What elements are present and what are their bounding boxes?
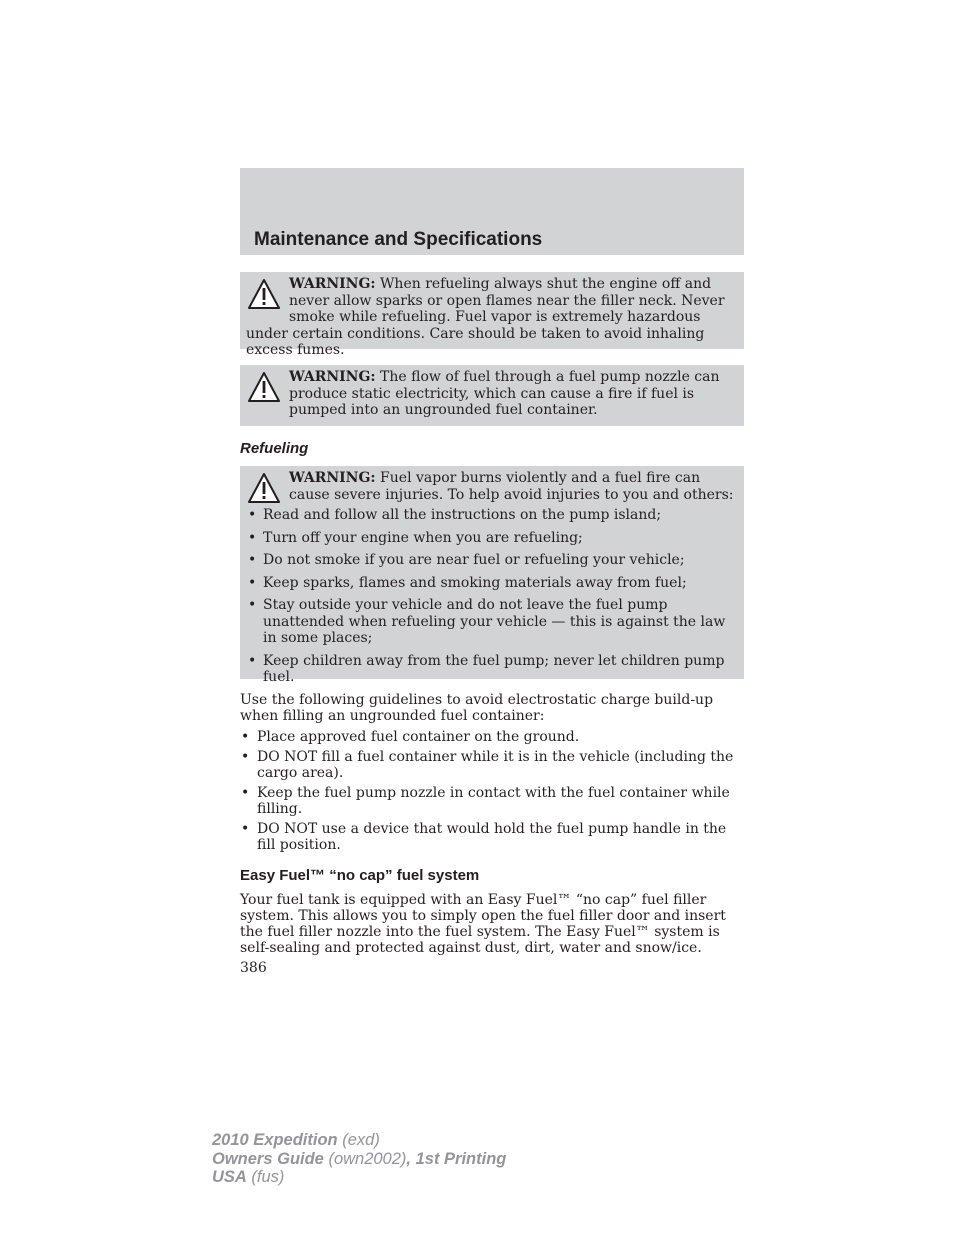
footer-line-3 [212, 1168, 506, 1187]
print-footer [212, 1131, 506, 1187]
list-item: • Read and follow all the instructions on the pump island; [246, 507, 738, 524]
warning-text [246, 369, 738, 419]
footer-market-code: (fus) [246, 1168, 285, 1186]
warning-box-fuel-vapor [240, 466, 744, 685]
footer-line-2 [212, 1150, 506, 1169]
warning-label: WARNING: [289, 276, 376, 292]
warning-body: The flow of fuel through a fuel pump nozzle can produce static electricity, which can cause a fire if fuel is pumped into an ungrounded fuel container. [289, 369, 720, 418]
warning-box-engine-off [240, 272, 744, 358]
section-header-band [240, 168, 744, 255]
section-title: Maintenance and Specifications [254, 229, 543, 250]
list-item: • Keep sparks, flames and smoking materials away from fuel; [246, 575, 738, 592]
warning-body: When refueling always shut the engine off and never allow sparks or open flames near the filler neck. Never smoke while refueling. Fuel vapor is extremely hazardous under certain conditions. Care should be taken to avoid inhaling excess fumes. [246, 276, 725, 358]
warning-bullet-list [246, 507, 738, 686]
guidelines-intro: Use the following guidelines to avoid electrostatic charge build-up when filling an ungrounded fuel container: [240, 692, 714, 724]
list-item: • DO NOT use a device that would hold the fuel pump handle in the fill position. [240, 821, 744, 853]
easy-fuel-section [240, 892, 744, 956]
warning-triangle-icon [247, 278, 281, 312]
list-item: • Keep children away from the fuel pump; never let children pump fuel. [246, 653, 738, 686]
list-item: • Place approved fuel container on the ground. [240, 729, 744, 745]
warning-label: WARNING: [289, 470, 376, 486]
footer-printing: , 1st Printing [406, 1149, 507, 1168]
list-item: • Turn off your engine when you are refueling; [246, 530, 738, 547]
warning-text [246, 276, 738, 359]
footer-model-code: (exd) [337, 1131, 380, 1149]
footer-guide: Owners Guide [212, 1149, 324, 1168]
warning-triangle-icon [247, 371, 281, 405]
easy-fuel-text: Your fuel tank is equipped with an Easy Fuel™ “no cap” fuel filler system. This allows you to simply open the fuel filler door and insert the fuel filler nozzle into the fuel system. The Easy Fuel™ system is self-sealing and protected against dust, dirt, water and snow/ice. [240, 892, 726, 956]
warning-label: WARNING: [289, 369, 376, 385]
warning-text [246, 470, 738, 503]
footer-market: USA [212, 1168, 247, 1186]
list-item: • Do not smoke if you are near fuel or refueling your vehicle; [246, 552, 738, 569]
footer-model: 2010 Expedition [212, 1131, 338, 1149]
guidelines-section [240, 692, 744, 857]
list-item: • Stay outside your vehicle and do not leave the fuel pump unattended when refueling your vehicle — this is against the law in some places; [246, 597, 738, 647]
footer-guide-code: (own2002) [323, 1149, 407, 1168]
list-item: • DO NOT fill a fuel container while it is in the vehicle (including the cargo area). [240, 749, 744, 781]
page-number: 386 [240, 960, 267, 976]
warning-triangle-icon [247, 472, 281, 506]
easy-fuel-heading: Easy Fuel™ “no cap” fuel system [240, 867, 480, 884]
warning-box-static-electricity [240, 365, 744, 426]
list-item: • Keep the fuel pump nozzle in contact with the fuel container while filling. [240, 785, 744, 817]
warning-body: Fuel vapor burns violently and a fuel fire can cause severe injuries. To help avoid injuries to you and others: [289, 470, 734, 503]
footer-line-1 [212, 1131, 506, 1150]
refueling-heading: Refueling [240, 440, 309, 457]
guidelines-list [240, 729, 744, 853]
